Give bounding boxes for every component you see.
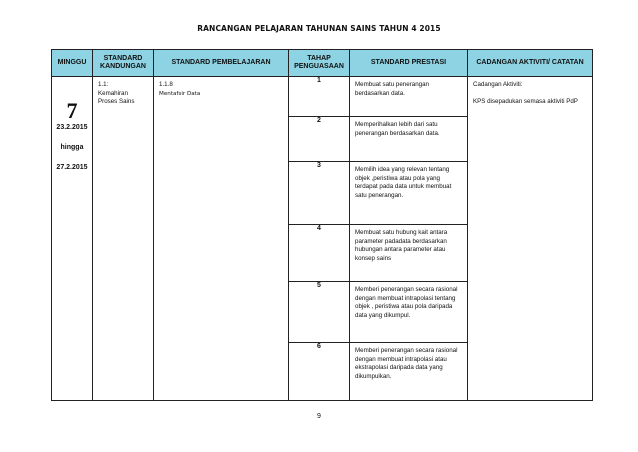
prestasi-cell bbox=[350, 77, 468, 117]
header-standard-kandungan: STANDARD KANDUNGAN bbox=[93, 50, 154, 77]
standard-kandungan-code: 1.1: bbox=[98, 81, 109, 88]
cadangan-spacer bbox=[473, 90, 587, 98]
prestasi-text: Memberi penerangan secara rasional dengan membuat intrapolasi atau ekstrapolasi daripada data yang dikumpulkan. bbox=[355, 347, 458, 380]
page-number: 9 bbox=[317, 413, 321, 420]
header-standard-prestasi: STANDARD PRESTASI bbox=[350, 50, 468, 77]
cadangan-cell bbox=[468, 77, 593, 401]
prestasi-text: Memperihalkan lebih dari satu penerangan berdasarkan data. bbox=[355, 121, 440, 137]
standard-pembelajaran-code: 1.1.8 bbox=[159, 81, 173, 88]
tp-cell: 1 bbox=[289, 77, 350, 117]
prestasi-cell bbox=[350, 282, 468, 343]
prestasi-cell bbox=[350, 117, 468, 162]
prestasi-text: Memilih idea yang relevan tentang objek ,peristiwa atau pola yang terdapat pada data untuk membuat satu penerangan. bbox=[355, 166, 452, 199]
header-standard-pembelajaran: STANDARD PEMBELAJARAN bbox=[154, 50, 289, 77]
prestasi-cell bbox=[350, 162, 468, 225]
document-title: RANCANGAN PELAJARAN TAHUNAN SAINS TAHUN 4 2015 bbox=[197, 24, 441, 33]
header-row bbox=[52, 50, 593, 77]
prestasi-text: Membuat satu hubung kait antara parameter padadata berdasarkan hubungan antara parameter atau konsep sains bbox=[355, 229, 448, 262]
tp-cell: 2 bbox=[289, 117, 350, 162]
standard-pembelajaran-text: Mentafsir Data bbox=[159, 90, 201, 97]
lesson-plan-table bbox=[51, 49, 593, 401]
header-cadangan: CADANGAN AKTIVITI/ CATATAN bbox=[468, 50, 593, 77]
minggu-cell bbox=[52, 77, 93, 401]
week-to-label: hingga bbox=[60, 144, 84, 151]
tp-cell: 3 bbox=[289, 162, 350, 225]
standard-kandungan-cell bbox=[93, 77, 154, 401]
week-end-date: 27.2.2015 bbox=[56, 164, 88, 171]
header-tahap-penguasaan: TAHAP PENGUASAAN bbox=[289, 50, 350, 77]
tp-cell: 5 bbox=[289, 282, 350, 343]
standard-kandungan-text: Kemahiran Proses Sains bbox=[98, 89, 135, 106]
cadangan-note: KPS disepadukan semasa aktiviti PdP bbox=[473, 97, 578, 105]
week-number: 7 bbox=[66, 98, 78, 123]
prestasi-cell bbox=[350, 343, 468, 401]
standard-pembelajaran-cell bbox=[154, 77, 289, 401]
table-row bbox=[52, 77, 593, 117]
tp-cell: 6 bbox=[289, 343, 350, 401]
cadangan-heading: Cadangan Aktiviti: bbox=[473, 81, 523, 88]
prestasi-cell bbox=[350, 225, 468, 282]
week-start-date: 23.2.2015 bbox=[56, 124, 88, 131]
prestasi-text: Membuat satu penerangan berdasarkan data. bbox=[355, 81, 429, 97]
prestasi-text: Memberi penerangan secara rasional dengan membuat intrapolasi tentang objek , peristiwa atau pola daripada data yang dikumpul. bbox=[355, 286, 458, 319]
tp-cell: 4 bbox=[289, 225, 350, 282]
header-minggu: MINGGU bbox=[52, 50, 93, 77]
